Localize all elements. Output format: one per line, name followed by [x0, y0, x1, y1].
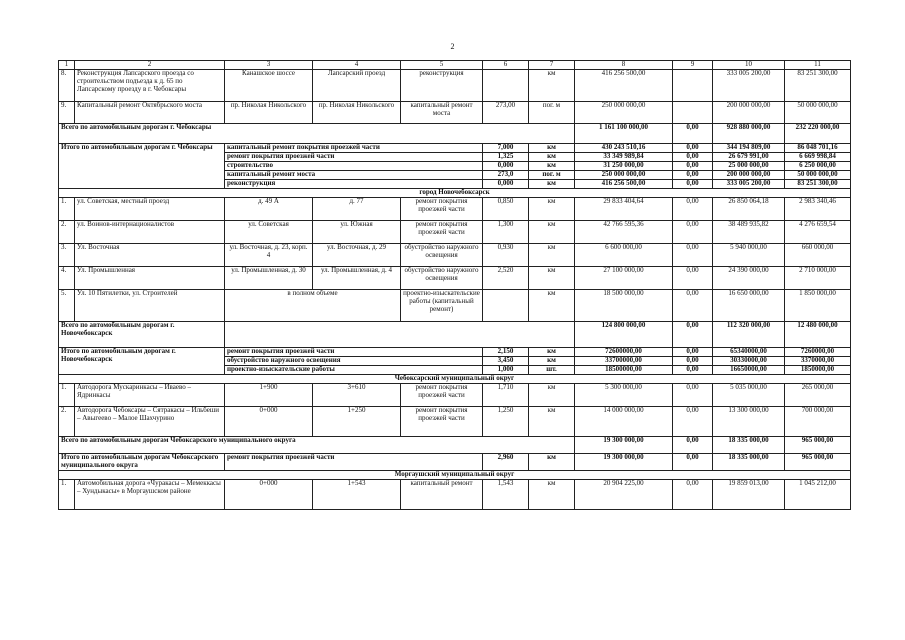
length: 2,150: [483, 348, 529, 357]
end-point: Лапсарский проезд: [313, 70, 401, 102]
amount-col9: 0,00: [673, 153, 713, 162]
end-point: ул. Восточная, д. 29: [313, 244, 401, 267]
total-amount: 416 256 500,00: [575, 180, 673, 189]
col-number: 9: [673, 61, 713, 70]
amount-col9: 0,00: [673, 348, 713, 357]
start-point: пр. Николая Никольского: [225, 102, 313, 124]
amount-col10: 18 335 000,00: [713, 437, 785, 454]
work-type: обустройство наружного освещения: [401, 244, 483, 267]
unit: км: [529, 407, 575, 437]
amount-col11: 83 251 300,00: [785, 70, 851, 102]
length: 1,300: [483, 221, 529, 244]
amount-col9: [673, 102, 713, 124]
total-amount: 29 833 404,64: [575, 198, 673, 221]
work-type: ремонт покрытия проезжей части: [225, 348, 483, 357]
total-amount: 14 000 000,00: [575, 407, 673, 437]
total-label: Всего по автомобильным дорогам г. Новочебоксарск: [59, 322, 225, 348]
row-number: 5.: [59, 290, 75, 322]
unit: пог. м: [529, 171, 575, 180]
start-point: 0+000: [225, 480, 313, 510]
amount-col9: 0,00: [673, 290, 713, 322]
length: 3,450: [483, 357, 529, 366]
unit: км: [529, 348, 575, 357]
work-type: строительство: [225, 162, 483, 171]
start-point: Канашское шоссе: [225, 70, 313, 102]
amount-col10: 16 650 000,00: [713, 290, 785, 322]
amount-col10: 30330000,00: [713, 357, 785, 366]
page-number: 2: [450, 42, 455, 51]
road-name: Автомобильная дорога «Чуракасы – Мемеккасы – Хундыкасы» в Моргаушском районе: [75, 480, 225, 510]
row-number: 3.: [59, 244, 75, 267]
amount-col11: 1 045 212,00: [785, 480, 851, 510]
amount-col10: 26 850 064,18: [713, 198, 785, 221]
amount-col10: 5 940 000,00: [713, 244, 785, 267]
length: [483, 290, 529, 322]
unit: км: [529, 454, 575, 471]
section-title: Моргаушский муниципальный округ: [59, 471, 851, 480]
length: [483, 70, 529, 102]
amount-col9: 0,00: [673, 267, 713, 290]
amount-col9: 0,00: [673, 366, 713, 375]
work-type: капитальный ремонт моста: [401, 102, 483, 124]
amount-col11: 2 983 340,46: [785, 198, 851, 221]
amount-col9: 0,00: [673, 322, 713, 348]
total-amount: 6 600 000,00: [575, 244, 673, 267]
table-row: [59, 407, 851, 437]
amount-col11: 232 220 000,00: [785, 124, 851, 144]
road-name: Автодорога Мускаринкасы – Иваево – Ядринкасы: [75, 384, 225, 407]
work-type: ремонт покрытия проезжей части: [401, 407, 483, 437]
unit: км: [529, 480, 575, 510]
amount-col11: 660 000,00: [785, 244, 851, 267]
work-type: ремонт покрытия проезжей части: [401, 198, 483, 221]
end-point: д. 77: [313, 198, 401, 221]
total-amount: 1 161 100 000,00: [575, 124, 673, 144]
amount-col9: 0,00: [673, 480, 713, 510]
table-row: [59, 221, 851, 244]
unit: км: [529, 290, 575, 322]
table-row: [59, 244, 851, 267]
section-header: [59, 189, 851, 198]
amount-col10: 38 489 935,82: [713, 221, 785, 244]
section-header: [59, 471, 851, 480]
amount-col9: 0,00: [673, 162, 713, 171]
start-point: 1+900: [225, 384, 313, 407]
amount-col11: 965 000,00: [785, 437, 851, 454]
length: 1,000: [483, 366, 529, 375]
total-amount: 20 904 225,00: [575, 480, 673, 510]
road-name: Ул. 10 Пятилетки, ул. Строителей: [75, 290, 225, 322]
summary-row: [59, 454, 851, 471]
unit: км: [529, 267, 575, 290]
amount-col9: 0,00: [673, 437, 713, 454]
amount-col9: 0,00: [673, 221, 713, 244]
total-amount: 416 256 500,00: [575, 70, 673, 102]
road-works-table: [58, 60, 851, 510]
amount-col9: 0,00: [673, 244, 713, 267]
start-point: ул. Промышленная, д. 30: [225, 267, 313, 290]
amount-col10: 13 300 000,00: [713, 407, 785, 437]
total-amount: 31 250 000,00: [575, 162, 673, 171]
col-number: 11: [785, 61, 851, 70]
work-type: ремонт покрытия проезжей части: [225, 454, 483, 471]
total-amount: 18500000,00: [575, 366, 673, 375]
amount-col10: 18 335 000,00: [713, 454, 785, 471]
amount-col10: 344 194 809,00: [713, 144, 785, 153]
total-amount: 430 243 510,16: [575, 144, 673, 153]
end-point: пр. Николая Никольского: [313, 102, 401, 124]
unit: км: [529, 70, 575, 102]
length: 1,325: [483, 153, 529, 162]
start-point: в полном объеме: [225, 290, 401, 322]
start-point: 0+000: [225, 407, 313, 437]
amount-col10: 25 000 000,00: [713, 162, 785, 171]
amount-col10: 200 000 000,00: [713, 102, 785, 124]
amount-col10: 5 035 000,00: [713, 384, 785, 407]
start-point: д. 49 А: [225, 198, 313, 221]
unit: км: [529, 162, 575, 171]
amount-col11: 6 250 000,00: [785, 162, 851, 171]
col-number: 8: [575, 61, 673, 70]
amount-col11: 1 850 000,00: [785, 290, 851, 322]
total-amount: 42 766 595,36: [575, 221, 673, 244]
amount-col11: 965 000,00: [785, 454, 851, 471]
summary-row: [59, 144, 851, 153]
amount-col10: 333 005 200,00: [713, 70, 785, 102]
end-point: ул. Промышленная, д. 4: [313, 267, 401, 290]
length: 2,960: [483, 454, 529, 471]
end-point: ул. Южная: [313, 221, 401, 244]
unit: км: [529, 384, 575, 407]
total-amount: 33 349 989,84: [575, 153, 673, 162]
total-amount: 33700000,00: [575, 357, 673, 366]
amount-col10: 333 005 200,00: [713, 180, 785, 189]
amount-col9: 0,00: [673, 180, 713, 189]
total-amount: 27 100 000,00: [575, 267, 673, 290]
amount-col9: [673, 70, 713, 102]
start-point: ул. Восточная, д. 23, корп. 4: [225, 244, 313, 267]
amount-col10: 19 859 013,00: [713, 480, 785, 510]
section-title: город Новочебоксарск: [59, 189, 851, 198]
end-point: 1+250: [313, 407, 401, 437]
work-type: реконструкция: [225, 180, 483, 189]
row-number: 4.: [59, 267, 75, 290]
length: 2,520: [483, 267, 529, 290]
section-title: Чебоксарский муниципальный округ: [59, 375, 851, 384]
table-row: [59, 384, 851, 407]
row-number: 8.: [59, 70, 75, 102]
road-name: Ул. Промышленная: [75, 267, 225, 290]
work-type: капитальный ремонт: [401, 480, 483, 510]
total-amount: 250 000 000,00: [575, 102, 673, 124]
unit: км: [529, 153, 575, 162]
amount-col11: 7260000,00: [785, 348, 851, 357]
total-label: Всего по автомобильным дорогам г. Чебоксары: [59, 124, 575, 144]
unit: км: [529, 244, 575, 267]
amount-col11: 50 000 000,00: [785, 171, 851, 180]
length: 1,710: [483, 384, 529, 407]
amount-col9: 0,00: [673, 407, 713, 437]
amount-col9: 0,00: [673, 171, 713, 180]
total-amount: 19 300 000,00: [575, 437, 673, 454]
road-name: ул. Воинов-интернационалистов: [75, 221, 225, 244]
amount-col11: 3370000,00: [785, 357, 851, 366]
end-point: 3+610: [313, 384, 401, 407]
start-point: ул. Советская: [225, 221, 313, 244]
col-number: 6: [483, 61, 529, 70]
col-number: 5: [401, 61, 483, 70]
road-name: Ул. Восточная: [75, 244, 225, 267]
total-amount: 250 000 000,00: [575, 171, 673, 180]
road-name: Реконструкция Лапсарского проезда со строительством подъезда к д. 65 по Лапсарскому проезду в г. Чебоксары: [75, 70, 225, 102]
summary-row: [59, 348, 851, 357]
total-amount: 72600000,00: [575, 348, 673, 357]
summary-label: Итого по автомобильным дорогам г. Чебоксары: [59, 144, 225, 189]
amount-col11: 4 276 659,54: [785, 221, 851, 244]
total-row: [59, 124, 851, 144]
amount-col10: 26 679 991,00: [713, 153, 785, 162]
total-amount: 124 800 000,00: [575, 322, 673, 348]
length: 7,000: [483, 144, 529, 153]
amount-col9: 0,00: [673, 454, 713, 471]
amount-col11: 6 669 998,84: [785, 153, 851, 162]
row-number: 1.: [59, 480, 75, 510]
table-row: [59, 267, 851, 290]
summary-label: Итого по автомобильным дорогам г. Новочебоксарск: [59, 348, 225, 375]
amount-col11: 12 480 000,00: [785, 322, 851, 348]
row-number: 9.: [59, 102, 75, 124]
row-number: 1.: [59, 198, 75, 221]
amount-col10: 65340000,00: [713, 348, 785, 357]
road-name: ул. Советская, местный проезд: [75, 198, 225, 221]
col-number: 7: [529, 61, 575, 70]
road-name: Капитальный ремонт Октябрьского моста: [75, 102, 225, 124]
table-row: [59, 70, 851, 102]
total-amount: 18 500 000,00: [575, 290, 673, 322]
row-number: 2.: [59, 407, 75, 437]
total-amount: 5 300 000,00: [575, 384, 673, 407]
unit: км: [529, 221, 575, 244]
length: 1,250: [483, 407, 529, 437]
amount-col11: 50 000 000,00: [785, 102, 851, 124]
amount-col10: 928 880 000,00: [713, 124, 785, 144]
unit: км: [529, 357, 575, 366]
unit: км: [529, 180, 575, 189]
section-header: [59, 375, 851, 384]
empty-cell: [225, 322, 575, 348]
amount-col9: 0,00: [673, 357, 713, 366]
table-row: [59, 102, 851, 124]
work-type: проектно-изыскательские работы: [225, 366, 483, 375]
total-label: Всего по автомобильным дорогам Чебоксарского муниципального округа: [59, 437, 575, 454]
table-row: [59, 290, 851, 322]
amount-col11: 700 000,00: [785, 407, 851, 437]
summary-label: Итого по автомобильным дорогам Чебоксарского муниципального округа: [59, 454, 225, 471]
unit: пог. м: [529, 102, 575, 124]
table-row: [59, 480, 851, 510]
amount-col9: 0,00: [673, 144, 713, 153]
road-name: Автодорога Чебоксары – Сятракасы – Ильбеши – Авыгеево – Малое Шахчурино: [75, 407, 225, 437]
work-type: реконструкция: [401, 70, 483, 102]
work-type: обустройство наружного освещения: [401, 267, 483, 290]
row-number: 1.: [59, 384, 75, 407]
length: 0,930: [483, 244, 529, 267]
unit: шт.: [529, 366, 575, 375]
work-type: ремонт покрытия проезжей части: [401, 221, 483, 244]
total-row: [59, 437, 851, 454]
amount-col10: 200 000 000,00: [713, 171, 785, 180]
length: 0,000: [483, 162, 529, 171]
work-type: проектно-изыскательские работы (капитальный ремонт): [401, 290, 483, 322]
column-number-row: [59, 61, 851, 70]
length: 1,543: [483, 480, 529, 510]
amount-col9: 0,00: [673, 384, 713, 407]
length: 0,850: [483, 198, 529, 221]
col-number: 3: [225, 61, 313, 70]
amount-col10: 16650000,00: [713, 366, 785, 375]
amount-col9: 0,00: [673, 198, 713, 221]
amount-col11: 265 000,00: [785, 384, 851, 407]
work-type: капитальный ремонт покрытия проезжей части: [225, 144, 483, 153]
length: 273,00: [483, 102, 529, 124]
length: 0,000: [483, 180, 529, 189]
end-point: 1+543: [313, 480, 401, 510]
amount-col10: 112 320 000,00: [713, 322, 785, 348]
work-type: ремонт покрытия проезжей части: [401, 384, 483, 407]
length: 273,0: [483, 171, 529, 180]
total-amount: 19 300 000,00: [575, 454, 673, 471]
amount-col11: 83 251 300,00: [785, 180, 851, 189]
total-row: [59, 322, 851, 348]
col-number: 1: [59, 61, 75, 70]
col-number: 4: [313, 61, 401, 70]
amount-col11: 2 710 000,00: [785, 267, 851, 290]
col-number: 2: [75, 61, 225, 70]
work-type: обустройство наружного освещения: [225, 357, 483, 366]
col-number: 10: [713, 61, 785, 70]
amount-col9: 0,00: [673, 124, 713, 144]
table-row: [59, 198, 851, 221]
amount-col11: 86 048 701,16: [785, 144, 851, 153]
work-type: капитальный ремонт моста: [225, 171, 483, 180]
work-type: ремонт покрытия проезжей части: [225, 153, 483, 162]
row-number: 2.: [59, 221, 75, 244]
amount-col11: 1850000,00: [785, 366, 851, 375]
unit: км: [529, 198, 575, 221]
unit: км: [529, 144, 575, 153]
amount-col10: 24 390 000,00: [713, 267, 785, 290]
